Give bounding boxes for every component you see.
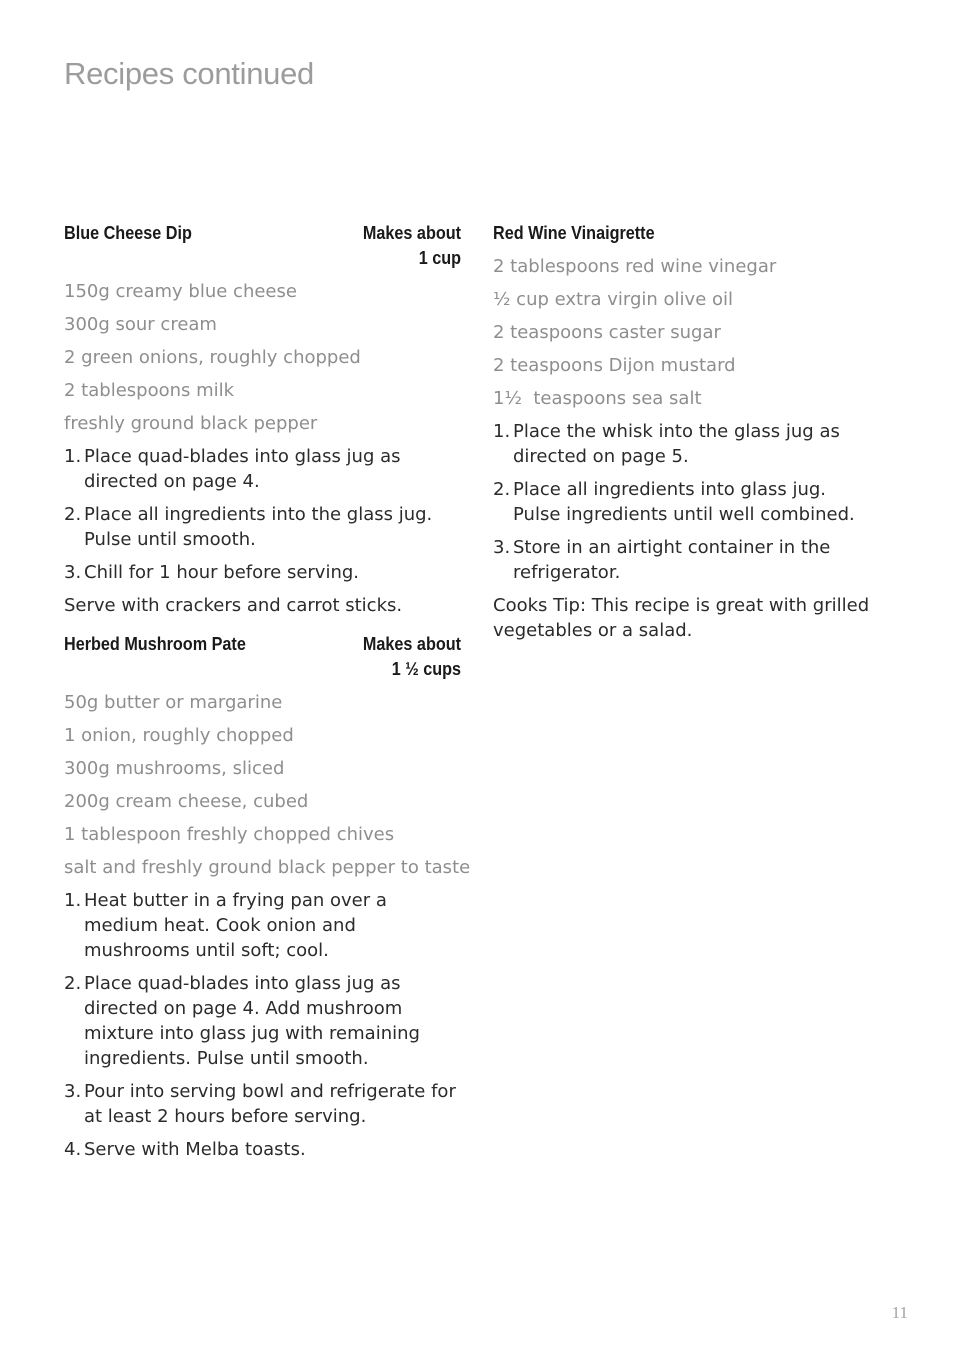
recipe-title: Blue Cheese Dip [64,223,192,243]
recipe-yield [363,632,461,682]
step [493,535,878,585]
step-text: Place all ingredients into the glass jug. Pulse until smooth. [84,504,433,550]
step-text: Serve with Melba toasts. [84,1139,306,1160]
step [64,971,461,1071]
step-text: Pour into serving bowl and refrigerate for at least 2 hours before serving. [84,1081,456,1127]
serving-note: Serve with crackers and carrot sticks. [64,595,403,616]
step-list [64,444,461,585]
page-number: 11 [891,1303,908,1322]
step [493,419,878,469]
step-text: Place the whisk into the glass jug as directed on page 5. [513,421,840,467]
step [64,1137,461,1162]
step-number: 3. [64,562,82,583]
step-text: Heat butter in a frying pan over a medium heat. Cook onion and mushrooms until soft; cool. [84,890,387,961]
ingredient: 2 teaspoons caster sugar [493,322,721,343]
ingredient: ½ cup extra virgin olive oil [493,289,734,310]
right-column [493,221,878,651]
step-list [64,888,461,1162]
ingredient: 2 tablespoons milk [64,380,235,401]
recipe-header [64,221,461,271]
step-number: 3. [493,537,511,558]
ingredient: 150g creamy blue cheese [64,281,297,302]
ingredient: 2 teaspoons Dijon mustard [493,355,736,376]
ingredient-list [493,254,878,411]
recipe-title: Red Wine Vinaigrette [493,223,655,243]
ingredient: 2 green onions, roughly chopped [64,347,361,368]
ingredient: freshly ground black pepper [64,413,318,434]
step [64,1079,461,1129]
ingredient: salt and freshly ground black pepper to taste [64,857,471,878]
step-number: 4. [64,1139,82,1160]
step-number: 2. [493,479,511,500]
yield-line: Makes about [362,223,461,243]
step-number: 3. [64,1081,82,1102]
step-text: Place quad-blades into glass jug as directed on page 4. [84,446,401,492]
ingredient-list [64,690,471,880]
left-column [64,221,471,1170]
step-number: 1. [64,446,82,467]
ingredient: 200g cream cheese, cubed [64,791,309,812]
ingredient: 1½ teaspoons sea salt [493,388,702,409]
ingredient: 300g mushrooms, sliced [64,758,285,779]
page-title: Recipes continued [64,56,314,91]
step [64,502,461,552]
ingredient: 50g butter or margarine [64,692,283,713]
recipe-title: Herbed Mushroom Pate [64,634,246,654]
ingredient: 1 onion, roughly chopped [64,725,294,746]
step [493,477,878,527]
recipe-header [493,221,878,246]
step [64,444,461,494]
recipe-yield [363,221,461,271]
recipe-herbed-mushroom-pate [64,632,471,1162]
recipe-blue-cheese-dip [64,221,461,618]
step-text: Chill for 1 hour before serving. [84,562,360,583]
step-text: Store in an airtight container in the refrigerator. [513,537,831,583]
step [64,888,461,963]
yield-line: Makes about [362,634,461,654]
step-text: Place all ingredients into glass jug. Pulse ingredients until well combined. [513,479,855,525]
ingredient-list [64,279,461,436]
step-number: 1. [64,890,82,911]
cooks-tip: Cooks Tip: This recipe is great with grilled vegetables or a salad. [493,595,870,641]
step-number: 1. [493,421,511,442]
yield-amount: 1 cup [418,248,461,268]
step-text: Place quad-blades into glass jug as directed on page 4. Add mushroom mixture into glass jug with remaining ingredients. Pulse until smooth. [84,973,420,1069]
recipe-red-wine-vinaigrette [493,221,878,643]
step-list [493,419,878,585]
step-number: 2. [64,973,82,994]
ingredient: 2 tablespoons red wine vinegar [493,256,777,277]
recipe-header [64,632,461,682]
ingredient: 1 tablespoon freshly chopped chives [64,824,395,845]
step [64,560,461,585]
yield-amount: 1 ½ cups [391,659,461,679]
step-number: 2. [64,504,82,525]
ingredient: 300g sour cream [64,314,217,335]
